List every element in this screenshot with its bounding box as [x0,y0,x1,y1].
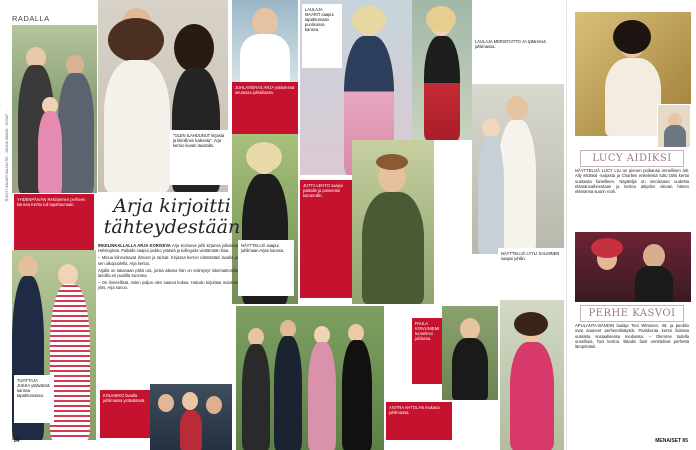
right-page [566,0,696,450]
caption-red-dress: LAULAJA MERISTAITTO JA tyttärensä juhlimassa. [472,36,562,80]
caption-producer: TUOTTAJA JUKKA ystävänsä kanssa tapahtumassa. [14,375,54,423]
caption-anitra: ANITRA AHTOLAN mukana juhlimassa. [386,402,452,440]
caption-lyyli: NÄYTTELIJÄ LYYLI SALMINEN saapui juhliin. [498,248,564,298]
article-paragraph-3: Arjalla on takanaan pitkä ura, jonka aikana hän on esiintynyt lukemattomilla lavoilla eri puolilla Suomea. [98,267,238,279]
article-paragraph-4: – On ihmeellistä, miten paljon olen saanut kokea. Halusin kirjoittaa muistoni ylös, Arja sanoo. [98,280,238,291]
text-toni: APULANTA-BÄNDIN laulaja Toni Wirtanen, 39, ja puoliso ovat saaneet perheenlisäystä. Pariskunta kertoi iloisista uutisista sosiaalisessa mediassa. – Olemme todella onnellisia, Toni kertoo. Bändin fanit onnittelivat perhettä lämpimästi. [575,323,689,350]
title-toni: PERHE KASVOI [580,305,684,322]
article-lead: IRKELINKALLALLA ARJA KORISEVA [98,243,171,248]
photo-garden-group [236,306,384,450]
photo-mother-daughters [472,84,564,254]
caption-family: YHDENPÄIVÄN Rekiniemen perheen kanssa Kerttu tuli tapahtumaan. [14,194,94,250]
page-number-left: 84 [14,438,20,444]
caption-guest-glasses: JUHLAVIERAS ARJA ystäviensä seurassa juhlaillassa. [232,82,298,134]
title-lucy: LUCY AIDIKSI [580,150,684,167]
photo-paula [442,306,498,400]
caption-trio: KOLMIKKO lavalla juhlimassa ystäväänsä. [100,390,150,438]
caption-jutta: JUTTA LEHTO saapui paikalle ja poseerasi kameroille. [300,180,352,298]
text-lucy: NÄYTTELIJÄ LUCY LIU on pienen poikansa onnellinen äiti. Ally McBeal -sarjasta ja Charlien enkeleistä tuttu tähti kertoi uutisesta faneilleen. Näyttelijä on innoissaan uudesta elämänvaiheestaan ja kertoo äitiyden olevan hänen elämänsä suurin rooli. [575,168,689,195]
photo-trio [150,384,232,450]
photo-family [12,25,97,193]
photo-woman-flowers [500,300,564,450]
photo-lucy-inset [657,104,691,148]
photo-credit: TEKSTI SAKARI MAJANTIE · JONNA IDMAN · KUVAT ... [5,110,9,202]
caption-maarit: LAULAJA MAARIT saapui tapahtumaan puolisonsa kanssa. [302,4,342,68]
caption-arja-portrait: "OLEN ILAHDUNUT kirjasta ja kiitollinen kaikesta", Arja kertoo kuvan taustalla. [170,130,228,185]
article-paragraph-2: – Minua kiinnostavat ihmiset ja tarinat. Kirjassa kerron elämästäni lavalla ja sen ulkopuolella, Arja kertoo. [98,255,238,266]
section-label: RADALLA [12,14,50,23]
photo-toni [575,232,691,302]
caption-paula: PAULA KOIVUNIEMI tunnelmoi juhlassa. [412,318,442,384]
photo-guest-glasses [232,0,298,82]
page-headline: Arja kirjoitti tähteydestään [103,195,241,238]
caption-blonde-guest: NÄYTTELIJÄ saapui juhlimaan Arjan kanssa. [238,240,294,296]
page-number-right: MENAISET 85 [655,438,688,444]
photo-man-green [352,140,434,304]
article-paragraph-1: Arja Koriseva juhli kirjansa julkaisua Helsingissä. Paikalle saapui joukko ystäviä ja kollegoita viettämään iltaa. [98,243,238,254]
photo-red-dress [412,0,472,140]
